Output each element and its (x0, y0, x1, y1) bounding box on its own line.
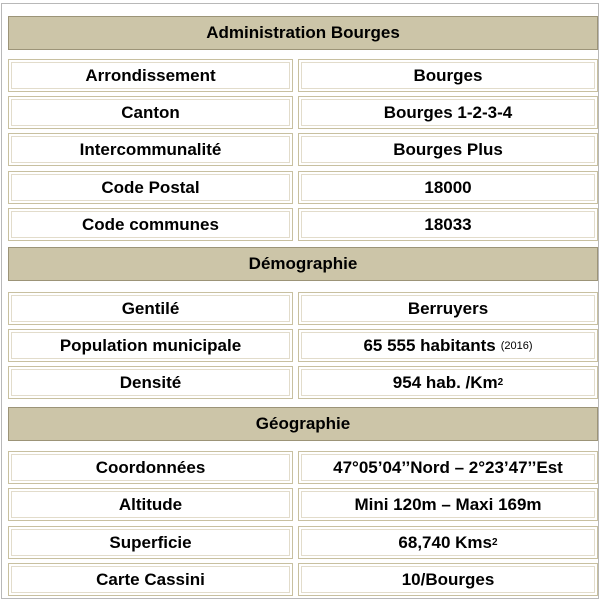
section-header-demographie: Démographie (8, 247, 598, 281)
row-label-densite: Densité (8, 366, 293, 399)
row-label-intercommunalite: Intercommunalité (8, 133, 293, 166)
row-value-canton: Bourges 1-2-3-4 (298, 96, 598, 129)
population-year: (2016) (500, 339, 533, 352)
row-label-population: Population municipale (8, 329, 293, 362)
row-value-densite: 954 hab. /Km 2 (298, 366, 598, 399)
row-value-coordonnees: 47°05’04’’Nord – 2°23’47’’Est (298, 451, 598, 484)
row-label-code-communes: Code communes (8, 208, 293, 241)
densite-value: 954 hab. /Km (392, 372, 498, 392)
row-label-carte-cassini: Carte Cassini (8, 563, 293, 596)
row-value-code-postal: 18000 (298, 171, 598, 204)
row-value-arrondissement: Bourges (298, 59, 598, 92)
row-value-superficie: 68,740 Kms 2 (298, 526, 598, 559)
row-value-population (298, 329, 598, 362)
row-value-carte-cassini: 10/Bourges (298, 563, 598, 596)
row-label-canton: Canton (8, 96, 293, 129)
row-label-coordonnees: Coordonnées (8, 451, 293, 484)
row-value-altitude: Mini 120m – Maxi 169m (298, 488, 598, 521)
info-table (1, 3, 599, 599)
row-label-altitude: Altitude (8, 488, 293, 521)
superficie-value: 68,740 Kms (398, 532, 492, 552)
row-value-intercommunalite: Bourges Plus (298, 133, 598, 166)
row-label-code-postal: Code Postal (8, 171, 293, 204)
row-label-superficie: Superficie (8, 526, 293, 559)
row-label-arrondissement: Arrondissement (8, 59, 293, 92)
population-value: 65 555 habitants (363, 335, 496, 355)
section-header-geographie: Géographie (8, 407, 598, 441)
section-header-administration: Administration Bourges (8, 16, 598, 50)
row-label-gentile: Gentilé (8, 292, 293, 325)
row-value-code-communes: 18033 (298, 208, 598, 241)
row-value-gentile: Berruyers (298, 292, 598, 325)
